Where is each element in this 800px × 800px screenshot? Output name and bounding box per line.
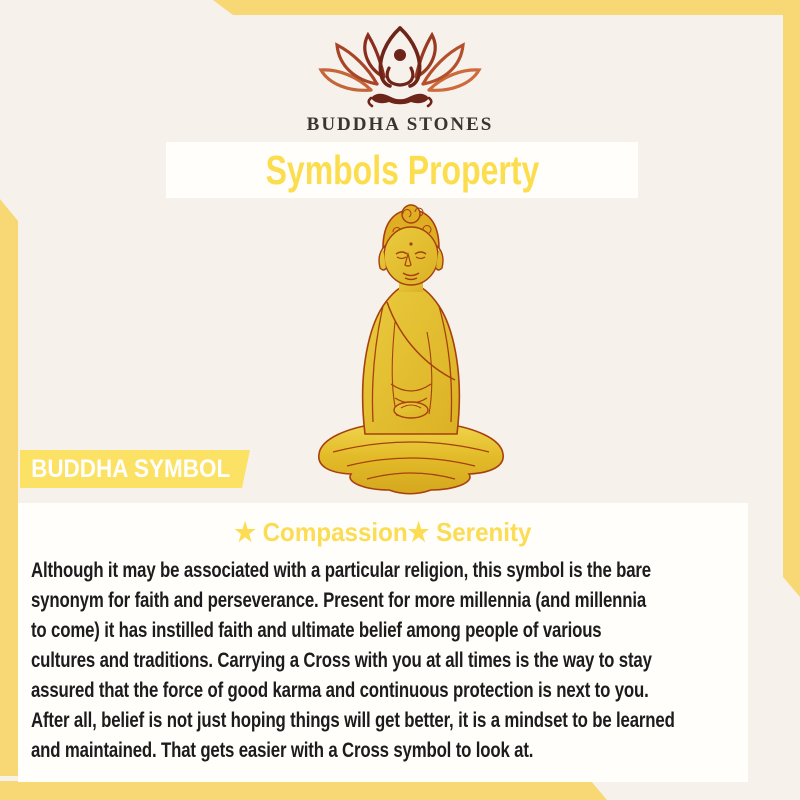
page-title: Symbols Property — [265, 147, 539, 193]
paragraph-line: Although it may be associated with a particular religion, this symbol is the bare — [31, 559, 651, 582]
traits-line: ★ Compassion★ Serenity — [234, 517, 532, 547]
golden-buddha-statue-icon — [303, 202, 519, 502]
bottom-left-accent-band — [0, 781, 620, 800]
paragraph-line: synonym for faith and perseverance. Present for more millennia (and millennia — [31, 589, 647, 612]
description-paragraph — [31, 556, 743, 766]
top-right-accent-band — [0, 0, 800, 15]
lotus-meditation-logo-icon — [315, 24, 485, 116]
paragraph-line: and maintained. That gets easier with a Cross symbol to look at. — [31, 739, 534, 762]
paragraph-line: cultures and traditions. Carrying a Cross with you at all times is the way to stay — [31, 649, 652, 672]
paragraph-line: After all, belief is not just hoping things will get better, it is a mindset to be learned — [31, 709, 675, 732]
paragraph-line: assured that the force of good karma and continuous protection is next to you. — [31, 679, 649, 702]
paragraph-line: to come) it has instilled faith and ultimate belief among people of various — [31, 619, 602, 642]
buddha-symbol-banner-label: BUDDHA SYMBOL — [31, 455, 231, 483]
brand-name: BUDDHA STONES — [306, 114, 494, 135]
